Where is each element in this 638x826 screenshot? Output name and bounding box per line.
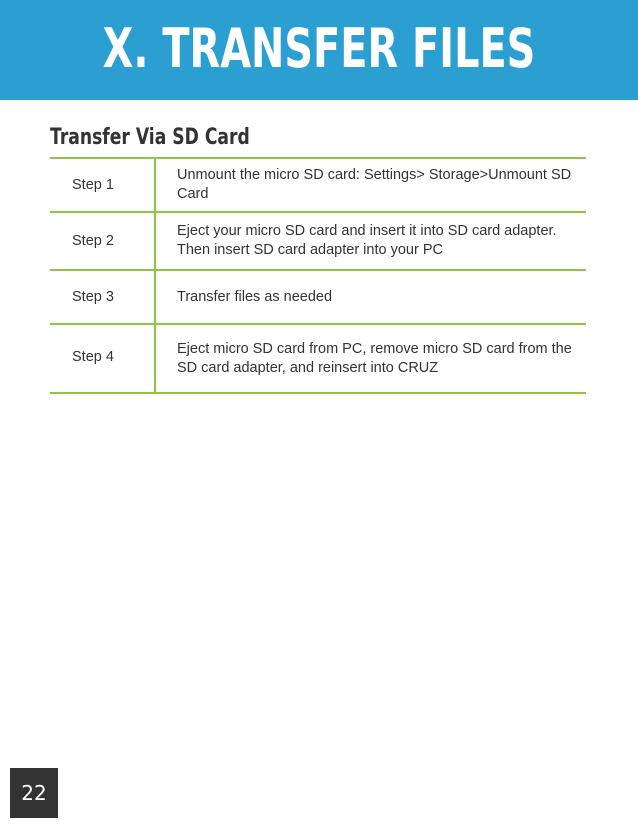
step-description: Eject micro SD card from PC, remove micro SD card from the SD card adapter, and reinsert into CRUZ <box>177 341 572 376</box>
steps-table <box>50 157 586 394</box>
step-label: Step 3 <box>50 271 156 323</box>
header-banner <box>0 0 638 100</box>
table-row <box>50 213 586 271</box>
page-number-badge: 22 <box>10 768 58 818</box>
step-label: Step 4 <box>50 325 156 392</box>
section-title: Transfer Via SD Card <box>50 125 250 150</box>
table-row <box>50 159 586 213</box>
step-description: Transfer files as needed <box>177 288 333 305</box>
step-label: Step 2 <box>50 213 156 269</box>
step-description: Unmount the micro SD card: Settings> Storage>Unmount SD Card <box>177 167 572 202</box>
step-description: Eject your micro SD card and insert it into SD card adapter. Then insert SD card adapter into your PC <box>177 223 557 258</box>
step-label: Step 1 <box>50 159 156 211</box>
page-title: X. TRANSFER FILES <box>102 17 536 80</box>
table-row <box>50 271 586 325</box>
table-row <box>50 325 586 394</box>
